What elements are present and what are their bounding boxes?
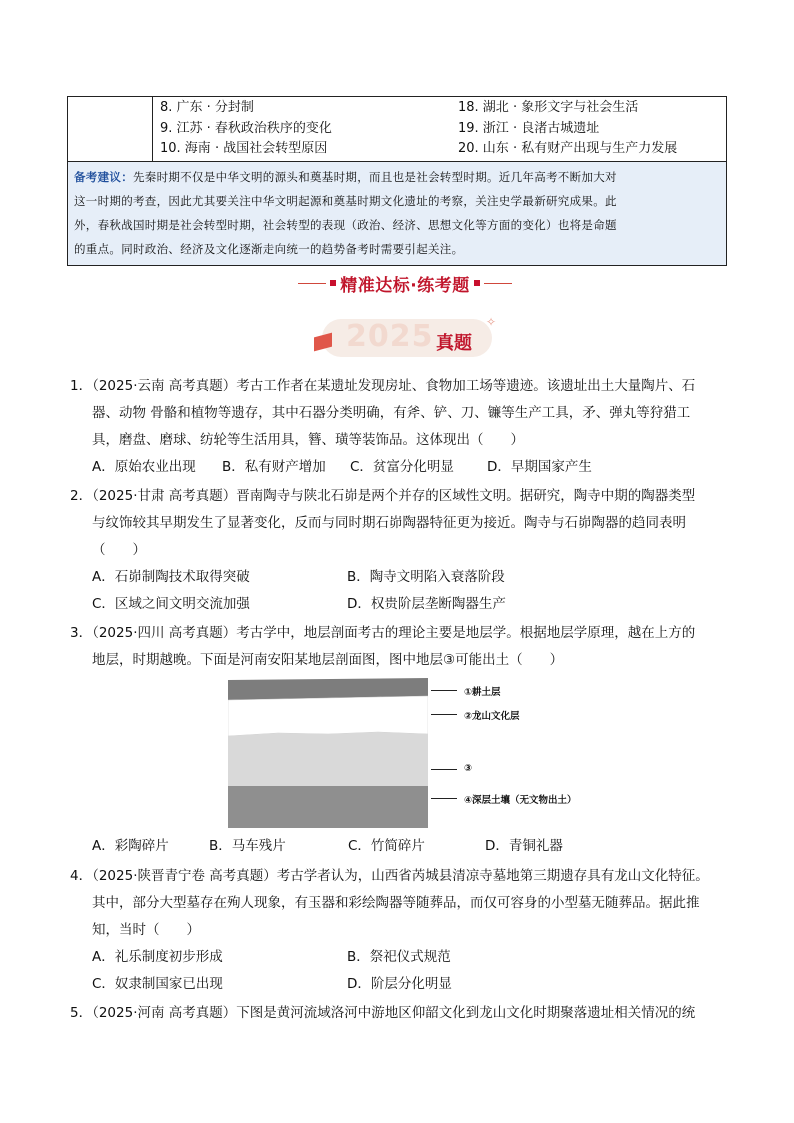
question-text: 4．（2025·陕晋青宁卷 高考真题）考古学者认为，山西省芮城县清凉寺墓地第三期遗存具有龙山文化特征。 (70, 868, 709, 884)
advice-line: 的重点。同时政治、经济及文化逐渐走向统一的趋势备考时需要引起关注。 (74, 241, 464, 256)
question-5 (70, 1000, 730, 1027)
question-3-options (70, 833, 730, 860)
question-text: 具，磨盘、磨球、纺轮等生活用具，簪、璜等装饰品。这体现出（ ） (92, 432, 524, 448)
question-text: 1．（2025·云南 高考真题）考古工作者在某遗址发现房址、食物加工场等遗迹。该遗址出土大量陶片、石 (70, 378, 696, 394)
topic-item: 20. 山东 · 私有财产出现与生产力发展 (458, 141, 678, 156)
study-advice (68, 161, 727, 265)
option-a[interactable]: A．原始农业出现 (92, 459, 196, 475)
option-b[interactable]: B．马车残片 (209, 838, 286, 854)
topics-cell (153, 97, 727, 162)
badge-label: 真题 (436, 333, 472, 354)
figure-label: ②龙山文化层 (464, 711, 520, 722)
banner-square-icon (330, 280, 336, 286)
figure-label: ①耕土层 (464, 687, 501, 698)
answer-options (70, 833, 730, 860)
topic-item: 10. 海南 · 战国社会转型原因 (160, 141, 328, 156)
label-leader-line (431, 769, 457, 770)
option-d[interactable]: D．青铜礼器 (485, 838, 563, 854)
question-text: 与纹饰较其早期发生了显著变化，反而与同时期石峁陶器特征更为接近。陶寺与石峁陶器的趋同表明 (92, 515, 686, 531)
option-d[interactable]: D．阶层分化明显 (347, 976, 452, 992)
option-a[interactable]: A．彩陶碎片 (92, 838, 169, 854)
label-leader-line (431, 690, 457, 691)
question-text: 5．（2025·河南 高考真题）下图是黄河流域洛河中游地区仰韶文化到龙山文化时期聚落遗址相关情况的统 (70, 1005, 696, 1021)
option-c[interactable]: C．贫富分化明显 (350, 459, 454, 475)
topic-item: 19. 浙江 · 良渚古城遗址 (458, 120, 600, 136)
question-text: 知，当时（ ） (92, 922, 200, 938)
option-c[interactable]: C．区域之间文明交流加强 (92, 596, 250, 612)
question-3 (70, 620, 730, 674)
stratigraphy-section-svg (228, 678, 428, 828)
answer-options (70, 564, 730, 618)
option-b[interactable]: B．陶寺文明陷入衰落阶段 (347, 569, 505, 585)
sparkle-icon: ✧ (486, 315, 497, 329)
question-text: 3．（2025·四川 高考真题）考古学中，地层剖面考古的理论主要是地层学。根据地层学原理，越在上方的 (70, 625, 696, 641)
layer-3 (228, 732, 428, 786)
section-banner (270, 268, 540, 298)
question-text: 其中，部分大型墓存在殉人现象，有玉器和彩绘陶器等随葬品，而仅可容身的小型墓无随葬品。据此推 (92, 895, 700, 911)
figure-label: ④深层土壤（无文物出土） (464, 795, 577, 806)
layer-4-deep-soil (228, 786, 428, 828)
option-b[interactable]: B．祭祀仪式规范 (347, 949, 451, 965)
question-text: 器、动物 骨骼和植物等遗存，其中石器分类明确，有斧、铲、刀、镰等生产工具，矛、弹丸等狩猎工 (92, 405, 691, 421)
advice-line: 这一时期的考查，因此尤其要关注中华文明起源和奠基时期文化遗址的考察，关注史学最新研究成果。此 (74, 193, 617, 208)
stratigraphy-figure (228, 678, 608, 828)
figure-label: ③ (464, 763, 473, 774)
banner-divider (298, 283, 326, 284)
table-blank-cell (68, 97, 153, 162)
layer-2-longshan (228, 696, 428, 736)
answer-options (70, 454, 730, 481)
option-d[interactable]: D．早期国家产生 (487, 459, 592, 475)
option-c[interactable]: C．竹简碎片 (348, 838, 425, 854)
advice-line: 外，春秋战国时期是社会转型时期，社会转型的表现（政治、经济、思想文化等方面的变化）也将是命题 (74, 217, 617, 232)
year-badge (308, 315, 498, 361)
advice-line: 先秦时期不仅是中华文明的源头和奠基时期，而且也是社会转型时期。近几年高考不断加大对 (133, 169, 617, 184)
question-text: 地层，时期越晚。下面是河南安阳某地层剖面图，图中地层③可能出土（ ） (92, 652, 564, 668)
label-leader-line (431, 714, 457, 715)
question-1 (70, 373, 730, 481)
option-a[interactable]: A．礼乐制度初步形成 (92, 949, 223, 965)
option-c[interactable]: C．奴隶制国家已出现 (92, 976, 223, 992)
topic-item: 9. 江苏 · 春秋政治秩序的变化 (160, 120, 332, 136)
question-text: 2．（2025·甘肃 高考真题）晋南陶寺与陕北石峁是两个并存的区域性文明。据研究，陶寺中期的陶器类型 (70, 488, 696, 504)
topic-item: 8. 广东 · 分封制 (160, 100, 254, 115)
label-leader-line (431, 798, 457, 799)
option-d[interactable]: D．权贵阶层垄断陶器生产 (347, 596, 506, 612)
section-title: 精准达标·练考题 (340, 275, 470, 296)
exam-topics-table (67, 96, 727, 266)
banner-divider (484, 283, 512, 284)
option-b[interactable]: B．私有财产增加 (222, 459, 326, 475)
question-4 (70, 863, 730, 998)
badge-year: 2025 (346, 319, 434, 354)
banner-square-icon (474, 280, 480, 286)
question-2 (70, 483, 730, 618)
question-text: （ ） (92, 542, 146, 558)
topic-item: 18. 湖北 · 象形文字与社会生活 (458, 100, 639, 115)
answer-options (70, 944, 730, 998)
advice-label: 备考建议： (74, 169, 133, 184)
option-a[interactable]: A．石峁制陶技术取得突破 (92, 569, 250, 585)
